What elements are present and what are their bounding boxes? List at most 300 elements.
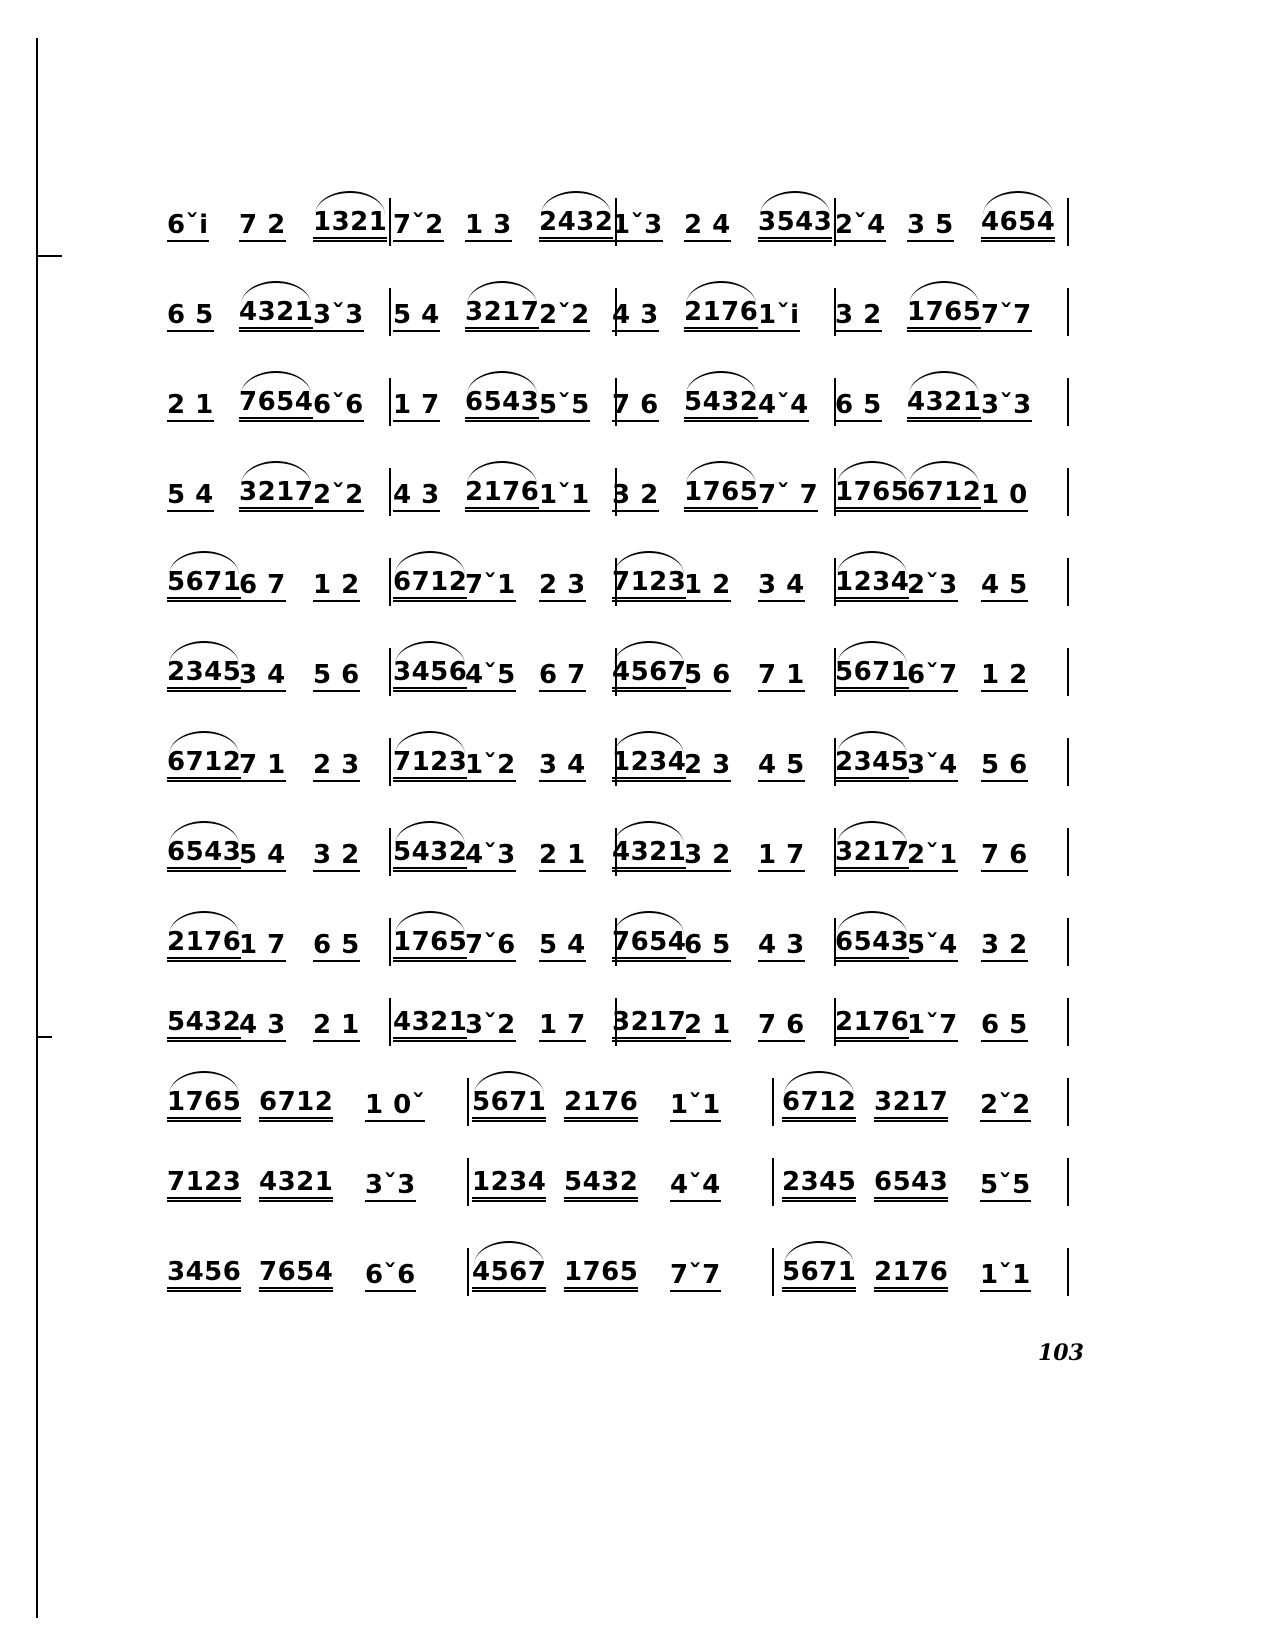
note-text: 4 3 (612, 300, 659, 330)
note-text: 2176 (465, 477, 539, 512)
note-text: 2432 (539, 207, 613, 242)
score-line (167, 992, 1122, 1050)
note-text: 3217 (835, 837, 909, 872)
note-text: 1234 (612, 747, 686, 782)
note-text: 7ˇ2 (393, 210, 444, 240)
measure (835, 822, 1057, 880)
note-group (539, 842, 586, 872)
note-text: 4ˇ5 (465, 660, 516, 690)
note-group (758, 932, 805, 962)
note-text: 5 4 (167, 480, 214, 510)
note-group (465, 477, 540, 512)
note-group (393, 392, 440, 422)
note-group (313, 572, 360, 602)
measure (835, 372, 1057, 430)
note-text: 4567 (472, 1257, 546, 1292)
note-group (612, 747, 687, 782)
slur-arc (686, 281, 756, 305)
note-text: 3ˇ3 (981, 390, 1032, 420)
note-group (167, 747, 242, 782)
note-text: 3 4 (758, 570, 805, 600)
measure (612, 282, 834, 340)
note-text: 3217 (465, 297, 539, 332)
measure (393, 462, 615, 520)
slur-arc (467, 281, 537, 305)
note-text: 1ˇ7 (907, 1010, 958, 1040)
note-group (981, 207, 1056, 242)
slur-arc (837, 731, 907, 755)
measure (472, 1242, 772, 1300)
note-group (167, 837, 242, 872)
note-text: 3217 (874, 1087, 948, 1122)
note-group (874, 1087, 949, 1122)
slur-arc (395, 731, 465, 755)
note-group (239, 842, 286, 872)
note-text: 4321 (239, 297, 313, 332)
note-text: 1 2 (981, 660, 1028, 690)
note-group (465, 212, 512, 242)
note-group (393, 837, 468, 872)
barline (389, 918, 391, 966)
note-text: 7ˇ7 (670, 1260, 721, 1290)
measure (167, 1242, 467, 1300)
barline (467, 1158, 469, 1206)
barline (1067, 378, 1069, 426)
note-group (980, 1262, 1031, 1292)
note-group (758, 392, 809, 422)
slur-arc (474, 1071, 544, 1095)
note-group (684, 842, 731, 872)
note-text: 3ˇ3 (365, 1170, 416, 1200)
note-text: 5ˇ4 (907, 930, 958, 960)
note-group (539, 302, 590, 332)
note-text: 4321 (393, 1007, 467, 1042)
note-group (612, 302, 659, 332)
score-line (167, 372, 1122, 430)
measure (167, 992, 389, 1050)
note-group (365, 1172, 416, 1202)
note-group (758, 842, 805, 872)
barline (1067, 468, 1069, 516)
score-line (167, 552, 1122, 610)
note-group (981, 572, 1028, 602)
measure (167, 1152, 467, 1210)
slur-arc (784, 1071, 854, 1095)
note-group (612, 482, 659, 512)
note-text: 4ˇ4 (758, 390, 809, 420)
note-group (684, 1012, 731, 1042)
note-group (612, 392, 659, 422)
measure (472, 1072, 772, 1130)
note-group (465, 932, 516, 962)
note-group (167, 1007, 242, 1042)
note-text: 1 7 (393, 390, 440, 420)
barline (389, 198, 391, 246)
note-text: 5ˇ5 (539, 390, 590, 420)
note-group (835, 567, 910, 602)
measure (835, 192, 1057, 250)
note-group (167, 212, 209, 242)
note-text: 7 1 (758, 660, 805, 690)
note-text: 6712 (782, 1087, 856, 1122)
note-text: 3 2 (612, 480, 659, 510)
slur-arc (614, 821, 684, 845)
note-text: 1 7 (539, 1010, 586, 1040)
note-group (907, 387, 982, 422)
slur-arc (169, 911, 239, 935)
note-text: 5ˇ5 (980, 1170, 1031, 1200)
note-group (684, 212, 731, 242)
note-text: 5432 (393, 837, 467, 872)
score-line (167, 1242, 1122, 1300)
slur-arc (169, 641, 239, 665)
note-text: 1 7 (239, 930, 286, 960)
note-text: 6712 (167, 747, 241, 782)
note-text: 2 3 (539, 570, 586, 600)
measure (612, 372, 834, 430)
note-text: 2 1 (539, 840, 586, 870)
note-group (907, 932, 958, 962)
note-text: 6 5 (835, 390, 882, 420)
note-group (907, 477, 982, 512)
note-group (259, 1167, 334, 1202)
measure (393, 282, 615, 340)
note-text: 3 4 (539, 750, 586, 780)
slur-arc (474, 1241, 544, 1265)
note-group (684, 662, 731, 692)
note-text: 2 1 (684, 1010, 731, 1040)
barline (1067, 1158, 1069, 1206)
measure (393, 822, 615, 880)
measure (167, 912, 389, 970)
note-group (758, 662, 805, 692)
note-group (758, 1012, 805, 1042)
page-margin-line (36, 38, 38, 1618)
note-group (465, 662, 516, 692)
measure (612, 462, 834, 520)
note-text: 4321 (612, 837, 686, 872)
slur-arc (909, 281, 979, 305)
note-group (393, 927, 468, 962)
note-group (259, 1087, 334, 1122)
note-group (167, 927, 242, 962)
note-text: 1765 (167, 1087, 241, 1122)
note-text: 6ˇ6 (365, 1260, 416, 1290)
note-text: 2345 (835, 747, 909, 782)
barline (1067, 648, 1069, 696)
note-text: 7ˇ1 (465, 570, 516, 600)
note-group (835, 302, 882, 332)
note-text: 7 6 (612, 390, 659, 420)
note-group (907, 572, 958, 602)
note-group (835, 927, 910, 962)
note-text: 3217 (612, 1007, 686, 1042)
note-group (670, 1172, 721, 1202)
measure (167, 282, 389, 340)
slur-arc (909, 461, 979, 485)
note-group (981, 752, 1028, 782)
measure (835, 282, 1057, 340)
note-text: 2ˇ2 (980, 1090, 1031, 1120)
note-text: 1 2 (313, 570, 360, 600)
slur-arc (760, 191, 830, 215)
page-number: 103 (1038, 1340, 1084, 1366)
barline (1067, 738, 1069, 786)
note-text: 4321 (907, 387, 981, 422)
measure (782, 1072, 1082, 1130)
note-group (465, 752, 516, 782)
note-text: 2345 (782, 1167, 856, 1202)
note-text: 7 6 (981, 840, 1028, 870)
note-group (393, 482, 440, 512)
note-group (612, 837, 687, 872)
note-group (981, 302, 1032, 332)
slur-arc (686, 371, 756, 395)
note-text: 5 6 (313, 660, 360, 690)
note-group (835, 657, 910, 692)
barline (389, 738, 391, 786)
note-group (239, 477, 314, 512)
note-text: 5671 (167, 567, 241, 602)
note-text: 3 4 (239, 660, 286, 690)
note-text: 1ˇ3 (612, 210, 663, 240)
note-group (835, 392, 882, 422)
note-group (564, 1167, 639, 1202)
note-group (167, 1087, 242, 1122)
note-text: 3ˇ3 (313, 300, 364, 330)
slur-arc (837, 641, 907, 665)
note-text: 6 7 (239, 570, 286, 600)
measure (782, 1242, 1082, 1300)
measure (393, 732, 615, 790)
note-text: 2ˇ3 (907, 570, 958, 600)
note-text: 6543 (465, 387, 539, 422)
note-text: 2 4 (684, 210, 731, 240)
measure (393, 642, 615, 700)
note-group (465, 842, 516, 872)
measure (167, 552, 389, 610)
note-text: 1 0ˇ (365, 1090, 426, 1120)
slur-arc (614, 731, 684, 755)
note-text: 2176 (835, 1007, 909, 1042)
note-group (981, 1012, 1028, 1042)
note-text: 4 5 (981, 570, 1028, 600)
score-line (167, 912, 1122, 970)
margin-tick (38, 1036, 52, 1038)
barline (389, 558, 391, 606)
note-text: 1 2 (684, 570, 731, 600)
barline (389, 288, 391, 336)
note-group (907, 752, 958, 782)
note-text: 1234 (472, 1167, 546, 1202)
note-group (835, 1007, 910, 1042)
note-group (313, 662, 360, 692)
barline (1067, 1248, 1069, 1296)
score-line (167, 642, 1122, 700)
note-text: 4654 (981, 207, 1055, 242)
note-group (239, 662, 286, 692)
slur-arc (614, 641, 684, 665)
note-group (313, 302, 364, 332)
barline (389, 828, 391, 876)
note-text: 5 6 (981, 750, 1028, 780)
note-group (684, 477, 759, 512)
measure (835, 462, 1057, 520)
score-line (167, 192, 1122, 250)
measure (835, 642, 1057, 700)
note-group (239, 752, 286, 782)
note-group (239, 1012, 286, 1042)
note-text: 2 1 (167, 390, 214, 420)
note-text: 3 2 (835, 300, 882, 330)
note-group (758, 207, 833, 242)
note-text: 1ˇi (758, 300, 800, 330)
note-text: 2ˇ1 (907, 840, 958, 870)
measure (612, 732, 834, 790)
note-group (313, 752, 360, 782)
note-group (465, 572, 516, 602)
note-group (612, 927, 687, 962)
slur-arc (784, 1241, 854, 1265)
note-group (465, 1012, 516, 1042)
note-group (835, 212, 886, 242)
slur-arc (837, 461, 907, 485)
note-group (684, 297, 759, 332)
note-text: 6543 (835, 927, 909, 962)
note-group (539, 482, 590, 512)
note-text: 6712 (393, 567, 467, 602)
note-text: 2 1 (313, 1010, 360, 1040)
measure (612, 192, 834, 250)
note-group (239, 212, 286, 242)
note-group (981, 932, 1028, 962)
barline (1067, 1078, 1069, 1126)
note-text: 4 3 (393, 480, 440, 510)
measure (393, 992, 615, 1050)
note-group (684, 932, 731, 962)
note-text: 3 5 (907, 210, 954, 240)
slur-arc (241, 461, 311, 485)
note-group (539, 392, 590, 422)
note-group (365, 1262, 416, 1292)
barline (772, 1248, 774, 1296)
note-text: 2176 (684, 297, 758, 332)
note-text: 5671 (782, 1257, 856, 1292)
slur-arc (837, 551, 907, 575)
note-group (612, 1007, 687, 1042)
note-text: 6ˇ7 (907, 660, 958, 690)
note-group (981, 392, 1032, 422)
note-text: 5432 (167, 1007, 241, 1042)
note-text: 7ˇ 7 (758, 480, 819, 510)
slur-arc (241, 281, 311, 305)
note-text: 6 5 (981, 1010, 1028, 1040)
note-text: 4ˇ3 (465, 840, 516, 870)
note-group (472, 1087, 547, 1122)
measure (393, 192, 615, 250)
note-group (684, 572, 731, 602)
note-group (313, 932, 360, 962)
note-group (539, 752, 586, 782)
note-group (167, 302, 214, 332)
slur-arc (169, 1071, 239, 1095)
note-text: 1 3 (465, 210, 512, 240)
note-text: 7123 (612, 567, 686, 602)
note-group (670, 1092, 721, 1122)
note-group (907, 842, 958, 872)
note-text: 5432 (684, 387, 758, 422)
note-group (167, 1167, 242, 1202)
note-text: 1ˇ1 (980, 1260, 1031, 1290)
note-group (670, 1262, 721, 1292)
note-text: 3 2 (313, 840, 360, 870)
slur-arc (395, 641, 465, 665)
measure (167, 732, 389, 790)
note-text: 6 5 (684, 930, 731, 960)
slur-arc (395, 551, 465, 575)
note-text: 2ˇ2 (313, 480, 364, 510)
measure (612, 822, 834, 880)
note-text: 5 4 (393, 300, 440, 330)
note-text: 2176 (167, 927, 241, 962)
note-group (907, 662, 958, 692)
note-group (539, 932, 586, 962)
measure (167, 1072, 467, 1130)
note-text: 1765 (684, 477, 758, 512)
note-text: 6 7 (539, 660, 586, 690)
note-group (313, 207, 388, 242)
barline (389, 998, 391, 1046)
note-text: 1ˇ1 (539, 480, 590, 510)
barline (389, 648, 391, 696)
slur-arc (395, 911, 465, 935)
margin-tick (38, 255, 62, 257)
slur-arc (169, 551, 239, 575)
note-group (465, 297, 540, 332)
slur-arc (614, 911, 684, 935)
note-text: 7654 (259, 1257, 333, 1292)
note-text: 6712 (259, 1087, 333, 1122)
slur-arc (395, 821, 465, 845)
note-group (980, 1092, 1031, 1122)
note-group (907, 212, 954, 242)
measure (782, 1152, 1082, 1210)
note-text: 4ˇ4 (670, 1170, 721, 1200)
note-group (981, 842, 1028, 872)
note-text: 6ˇ6 (313, 390, 364, 420)
measure (167, 822, 389, 880)
note-group (684, 387, 759, 422)
note-group (539, 207, 614, 242)
note-group (612, 567, 687, 602)
note-text: 2ˇ2 (539, 300, 590, 330)
note-text: 3ˇ4 (907, 750, 958, 780)
slur-arc (614, 551, 684, 575)
note-group (782, 1257, 857, 1292)
note-group (365, 1092, 425, 1122)
measure (835, 552, 1057, 610)
note-text: 7654 (239, 387, 313, 422)
slur-arc (467, 461, 537, 485)
measure (167, 462, 389, 520)
note-text: 2 3 (684, 750, 731, 780)
measure (393, 912, 615, 970)
measure (472, 1152, 772, 1210)
note-text: 1321 (313, 207, 387, 242)
note-group (313, 1012, 360, 1042)
note-group (980, 1172, 1031, 1202)
note-text: 6543 (167, 837, 241, 872)
